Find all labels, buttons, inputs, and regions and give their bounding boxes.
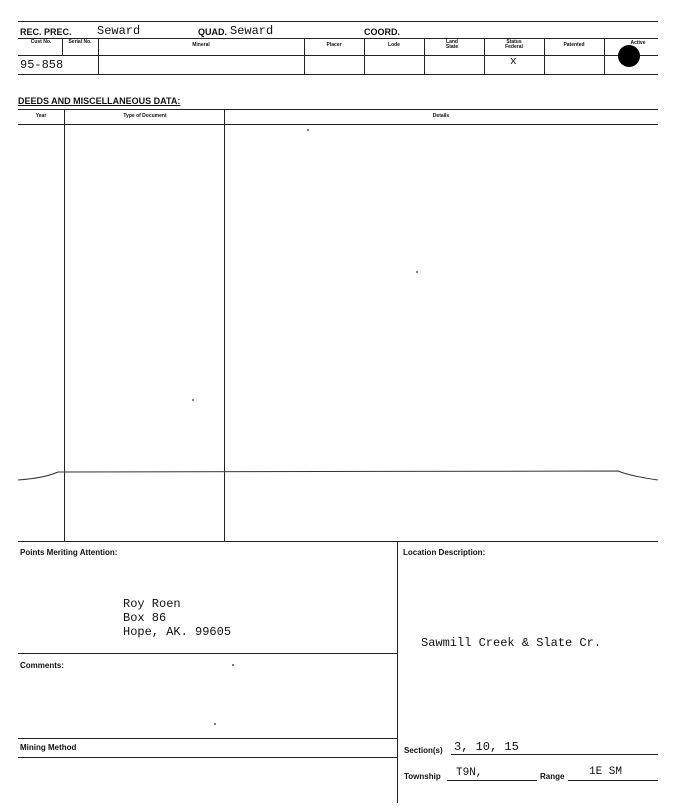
deeds-rule-2 (18, 124, 658, 125)
col-divider (364, 38, 365, 74)
top-rule (18, 21, 658, 22)
comments-rule (18, 653, 397, 654)
col-status-federal: Status Federal (505, 39, 523, 50)
col-divider (98, 38, 99, 74)
speck (192, 399, 194, 401)
range-underline (568, 780, 658, 781)
speck (214, 723, 216, 725)
active-dot (618, 45, 640, 67)
col-divider (424, 38, 425, 74)
quad-value: Seward (230, 24, 274, 38)
deeds-col-year: Year (35, 113, 47, 119)
speck (416, 271, 418, 273)
status-federal-value: x (510, 56, 517, 68)
range-value: 1E SM (589, 766, 623, 778)
township-underline (447, 780, 537, 781)
mining-rule-2 (18, 757, 397, 758)
cust-no-value: 95-858 (20, 58, 64, 72)
col-lode: Lode (388, 42, 400, 48)
township-label: Township (404, 772, 441, 781)
rec-prec-value: Seward (97, 24, 141, 38)
col-mineral: Mineral (192, 42, 210, 48)
points-line-3: Hope, AK. 99605 (123, 625, 232, 639)
section-value: 3, 10, 15 (454, 740, 519, 754)
lower-rule (18, 541, 658, 542)
comments-label: Comments: (20, 661, 65, 670)
speck (232, 664, 234, 666)
col-land-state: Land State (445, 39, 459, 50)
section-underline (451, 754, 658, 755)
deeds-rule-1 (18, 109, 658, 110)
speck (307, 129, 309, 131)
col-cust-no: Cust No. (30, 39, 52, 45)
col-divider (62, 38, 63, 55)
location-value: Sawmill Creek & Slate Cr. (421, 636, 602, 650)
deeds-title: DEEDS AND MISCELLANEOUS DATA: (18, 96, 181, 106)
coord-label: COORD. (364, 27, 400, 37)
location-label: Location Description: (403, 548, 486, 557)
col-serial-no: Serial No. (68, 39, 92, 45)
col-active: Active (630, 40, 646, 46)
col-patented: Patented (563, 42, 585, 48)
rec-prec-label: REC. PREC. (20, 27, 72, 37)
col-divider (604, 38, 605, 74)
header-rule-1 (18, 38, 658, 39)
col-placer: Placer (326, 42, 342, 48)
mining-rule (18, 738, 397, 739)
mining-method-label: Mining Method (20, 743, 77, 752)
section-label: Section(s) (404, 746, 443, 755)
township-value: T9N, (456, 767, 483, 779)
points-line-1: Roy Roen (123, 597, 181, 611)
deeds-col-details: Details (432, 113, 450, 119)
points-label: Points Meriting Attention: (20, 548, 118, 557)
col-divider (304, 38, 305, 74)
lower-divider (397, 541, 398, 803)
quad-label: QUAD. (198, 27, 227, 37)
col-divider (544, 38, 545, 74)
page-fold-line (0, 462, 678, 488)
points-line-2: Box 86 (123, 611, 167, 625)
header-rule-2 (18, 55, 658, 56)
deeds-col-type: Type of Document (123, 113, 167, 119)
col-divider (484, 38, 485, 74)
header-rule-3 (18, 74, 658, 75)
range-label: Range (540, 772, 565, 781)
